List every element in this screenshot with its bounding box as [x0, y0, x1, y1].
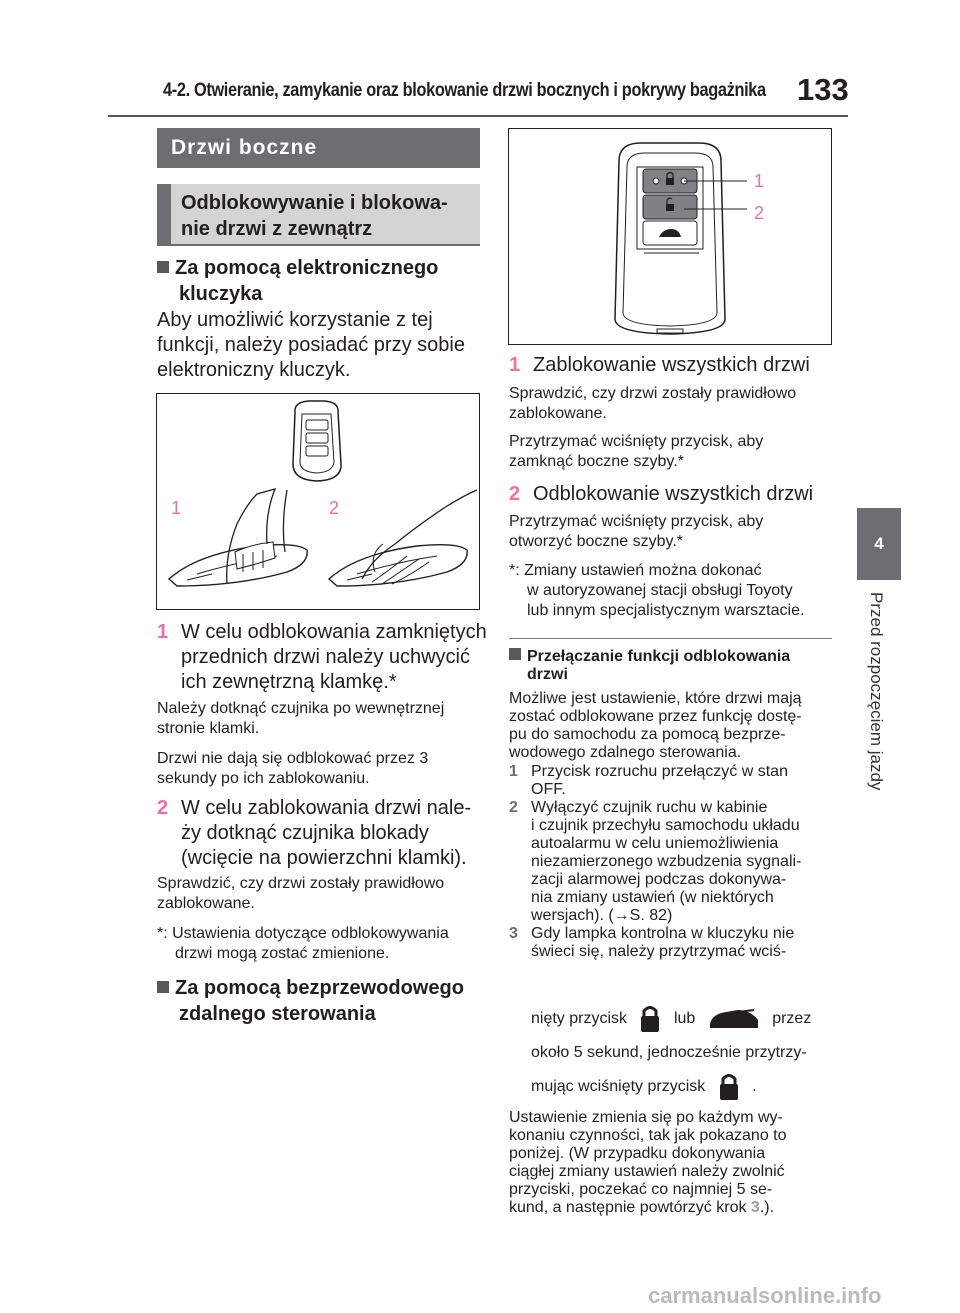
figure-callout-2: 2 [754, 203, 765, 223]
door-handle-figure [156, 393, 480, 610]
text-fragment: mując wciśnięty przycisk [531, 1078, 706, 1095]
lock-button-icon [718, 1072, 740, 1102]
chapter-label-text: Przed rozpoczęciem jazdy [867, 592, 886, 791]
text-line: Gdy lampka kontrolna w kluczyku nie [531, 925, 795, 942]
subsection-title [157, 184, 480, 246]
heading-line: Za pomocą elektronicznego [175, 257, 439, 279]
switch-func-step-3-buttons [531, 1002, 811, 1104]
text-line: nia zmiany ustawień (w niektórych [531, 889, 774, 906]
text-fragment: lub [673, 1010, 696, 1027]
remote-item-2-note [509, 512, 763, 552]
text-line: funkcji, należy posiadać przy sobie [157, 334, 465, 356]
smart-key-heading [157, 255, 438, 307]
watermark: carmanualsonline.info [648, 1283, 882, 1308]
door-handle-illustration [157, 394, 478, 608]
text-line: Zablokowanie wszystkich drzwi [533, 354, 810, 376]
text-line: zablokowane. [157, 895, 255, 912]
text-line: konaniu czynności, tak jak pokazano to [509, 1127, 787, 1144]
heading-line: Za pomocą bezprzewodowego [175, 977, 464, 999]
text-line: Przytrzymać wciśnięty przycisk, aby [509, 433, 764, 450]
smart-key-item-1-note-1 [157, 699, 444, 739]
text-line: wodowego zdalnego sterowania. [509, 744, 742, 761]
text-line: zablokowane. [509, 405, 607, 422]
step-number: 2 [157, 797, 169, 819]
heading-line: kluczyka [179, 283, 263, 305]
step-ref: 3 [750, 1199, 760, 1216]
text-line: Odblokowanie wszystkich drzwi [533, 483, 814, 505]
smart-key-intro [157, 308, 465, 383]
text-line: *: Ustawienia dotyczące odblokowywania [157, 925, 449, 942]
divider [509, 638, 832, 639]
figure-callout-1: 1 [171, 498, 182, 518]
text-line: W celu zablokowania drzwi nale- [181, 797, 472, 819]
text-line: poniżej. (W przypadku dokonywania [509, 1145, 766, 1162]
remote-item-1-note-2 [509, 432, 763, 472]
switch-func-intro [509, 690, 802, 762]
smart-key-item-1-note-2 [157, 749, 428, 789]
remote-item-2 [509, 482, 813, 507]
step-number: 2 [509, 483, 521, 505]
key-fob-icon [293, 401, 341, 481]
remote-key-illustration [509, 129, 830, 343]
step-number: 1 [509, 763, 518, 780]
step-number: 3 [509, 925, 518, 942]
text-line: zamknąć boczne szyby.* [509, 453, 684, 470]
chapter-label [846, 592, 906, 828]
page-number: 133 [797, 72, 849, 107]
remote-key-figure [508, 128, 832, 345]
smart-key-item-2-note [157, 874, 444, 914]
text-line: stronie klamki. [157, 720, 260, 737]
page-header-title: 4-2. Otwieranie, zamykanie oraz blokowanie drzwi bocznych i pokrywy bagażnika [163, 80, 766, 101]
text-line: ich zewnętrzną klamkę.* [181, 671, 397, 693]
text-line: sekundy po ich zablokowaniu. [157, 770, 370, 787]
text-line: Możliwe jest ustawienie, które drzwi mają [509, 690, 802, 707]
remote-item-1 [509, 353, 810, 378]
square-bullet-icon [157, 261, 169, 273]
text-line: świeci się, należy przytrzymać wciś- [531, 943, 787, 960]
text-line: otworzyć boczne szyby.* [509, 533, 683, 550]
text-line: ciągłej zmiany ustawień należy zwolnić [509, 1163, 785, 1180]
text-line: elektroniczny kluczyk. [157, 359, 351, 381]
heading-line: zdalnego sterowania [179, 1003, 376, 1025]
heading-line: Przełączanie funkcji odblokowania [527, 648, 791, 665]
text-fragment: .). [759, 1199, 775, 1216]
text-line: Sprawdzić, czy drzwi zostały prawidłowo [157, 875, 445, 892]
text-line: pu do samochodu za pomocą bezprze- [509, 726, 786, 743]
text-line: *: Zmiany ustawień można dokonać [509, 562, 762, 579]
remote-item-1-note-1 [509, 384, 796, 424]
text-line: W celu odblokowania zamkniętych [181, 621, 487, 643]
smart-key-footnote [157, 924, 449, 964]
text-line: (wcięcie na powierzchni klamki). [181, 847, 467, 869]
text-line: Sprawdzić, czy drzwi zostały prawidłowo [509, 385, 797, 402]
text-line: ży dotknąć czujnika blokady [181, 822, 429, 844]
text-line: Ustawienie zmienia się po każdym wy- [509, 1109, 783, 1126]
remote-footnote [509, 561, 804, 621]
step-number: 2 [509, 799, 518, 816]
text-line: Wyłączyć czujnik ruchu w kabinie [531, 799, 768, 816]
chapter-tab: 4 [857, 508, 901, 580]
text-line: wersjach). (→S. 82) [531, 907, 673, 924]
text-fragment: . [752, 1078, 757, 1095]
door-handle-right [329, 490, 477, 586]
smart-key-item-2 [157, 796, 471, 871]
text-line: Aby umożliwić korzystanie z tej [157, 309, 433, 331]
section-title: Drzwi boczne [157, 128, 480, 168]
text-line: i czujnik przechyłu samochodu układu [531, 817, 800, 834]
text-line: OFF. [531, 781, 566, 798]
switch-func-outro [509, 1109, 787, 1217]
door-handle-left [169, 489, 307, 586]
square-bullet-icon [157, 981, 169, 993]
text-line: około 5 sekund, jednocześnie przytrzy- [531, 1044, 807, 1061]
figure-callout-2: 2 [329, 498, 340, 518]
text-fragment: kund, a następnie powtórzyć krok [509, 1199, 747, 1216]
text-line: Przycisk rozruchu przełączyć w stan [531, 763, 788, 780]
text-line: Należy dotknąć czujnika po wewnętrznej [157, 700, 445, 717]
figure-callout-1: 1 [754, 171, 765, 191]
subsection-title-line: nie drzwi z zewnątrz [181, 218, 373, 240]
lock-button-icon [639, 1004, 661, 1034]
text-line: Drzwi nie dają się odblokować przez 3 [157, 750, 429, 767]
smart-key-item-1 [157, 620, 487, 695]
text-fragment: nięty przycisk [531, 1010, 628, 1027]
switch-func-heading [509, 648, 790, 684]
text-line: autoalarmu w celu uniemożliwienia [531, 835, 779, 852]
heading-line: drzwi [527, 666, 568, 683]
text-line: zacji alarmowej podczas dokonywa- [531, 871, 787, 888]
text-line: przednich drzwi należy uchwycić [181, 646, 471, 668]
subsection-title-line: Odblokowywanie i blokowa- [181, 192, 448, 214]
text-line: niezamierzonego wzbudzenia sygnali- [531, 853, 802, 870]
text-line: Przytrzymać wciśnięty przycisk, aby [509, 513, 764, 530]
step-number: 1 [509, 354, 521, 376]
header-rule [108, 115, 848, 117]
square-bullet-icon [509, 648, 521, 660]
text-line: w autoryzowanej stacji obsługi Toyoty [527, 582, 793, 599]
text-fragment: przez [772, 1010, 812, 1027]
remote-heading [157, 975, 464, 1027]
text-line: przyciski, poczekać co najmniej 5 se- [509, 1181, 773, 1198]
text-line: zostać odblokowane przez funkcję dostę- [509, 708, 802, 725]
text-line: lub innym specjalistycznym warsztacie. [527, 602, 805, 619]
step-number: 1 [157, 621, 169, 643]
switch-func-steps [509, 763, 801, 961]
text-line: drzwi mogą zostać zmienione. [175, 945, 390, 962]
trunk-button-icon [708, 1006, 760, 1032]
